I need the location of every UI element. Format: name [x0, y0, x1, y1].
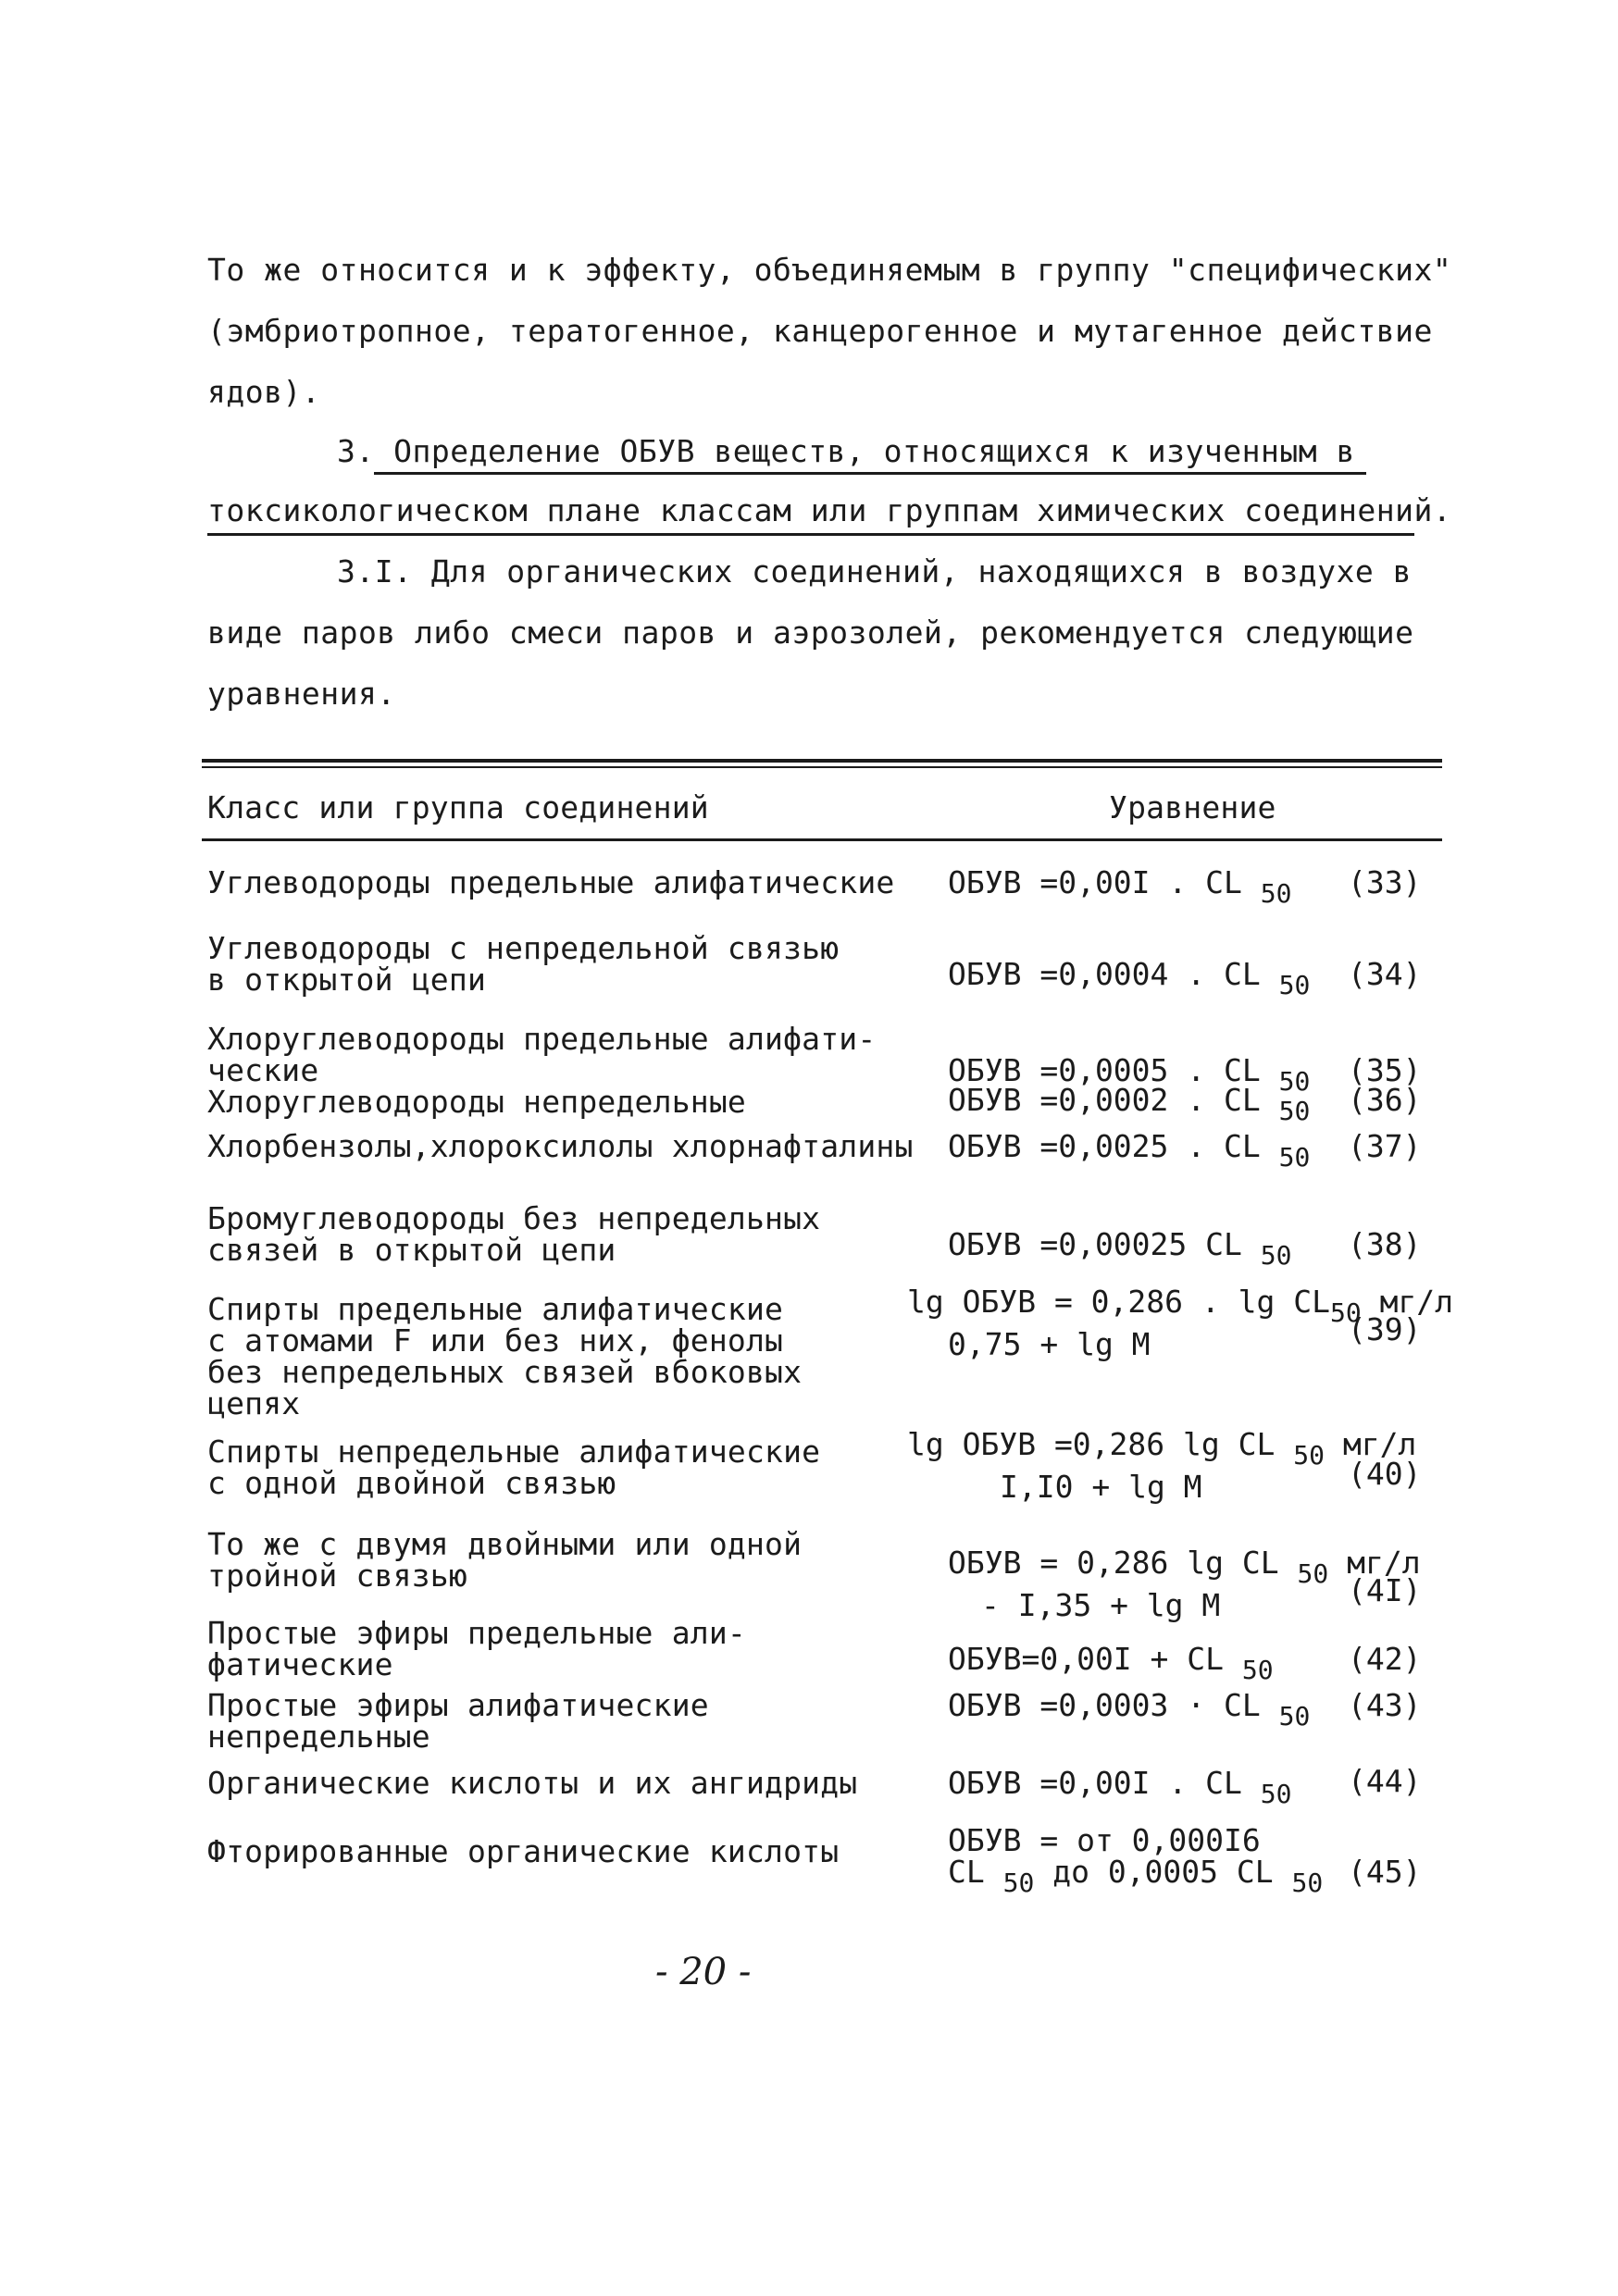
- table-row-35-equation: ОБУВ =0,0005 . CL $_{50}$: [948, 1052, 1311, 1097]
- table-top-rule: [202, 759, 1442, 763]
- table-row-41-equation: ОБУВ = 0,286 lg CL $_{50}$ мг/л - I,35 + lg M: [948, 1545, 1421, 1623]
- table-row-36-equation: ОБУВ =0,0002 . CL $_{50}$: [948, 1082, 1311, 1126]
- table-row-37-number: (37): [1348, 1128, 1422, 1164]
- table-row-37-equation: ОБУВ =0,0025 . CL $_{50}$: [948, 1128, 1311, 1173]
- intro-line-3: ядов).: [207, 374, 321, 410]
- section-3-underline-1: [374, 472, 1366, 475]
- table-row-41-number: (4I): [1348, 1572, 1422, 1608]
- section-3-heading-line-1: 3. Определение ОБУВ веществ, относящихся к изученным в: [337, 433, 1355, 469]
- table-row-33-class: Углеводороды предельные алифатические: [207, 864, 895, 900]
- table-row-34-equation: ОБУВ =0,0004 . CL $_{50}$: [948, 956, 1311, 1000]
- table-row-38-class: Бромуглеводороды без непредельных связей в открытой цепи: [207, 1200, 821, 1268]
- table-row-43-number: (43): [1348, 1687, 1422, 1723]
- table-row-44-equation: ОБУВ =0,00I . CL $_{50}$: [948, 1765, 1292, 1809]
- table-row-40-class: Спирты непредельные алифатические с одной двойной связью: [207, 1433, 821, 1501]
- table-top-rule-thin: [202, 766, 1442, 768]
- table-row-43-class: Простые эфиры алифатические непредельные: [207, 1687, 709, 1755]
- table-row-35-number: (35): [1348, 1052, 1422, 1088]
- table-header-equation: Уравнение: [1109, 789, 1276, 825]
- section-3-heading-line-2: токсикологическом плане классам или группам химических соединений.: [207, 492, 1452, 528]
- table-row-45-number: (45): [1348, 1854, 1422, 1890]
- table-row-42-number: (42): [1348, 1641, 1422, 1677]
- table-row-42-equation: ОБУВ=0,00I + CL $_{50}$: [948, 1641, 1274, 1685]
- table-row-39-equation: lg ОБУВ = 0,286 . $\lg CL_{50}$ мг/л 0,75 + lg M: [907, 1284, 1454, 1362]
- table-row-40-equation: lg ОБУВ =0,286 lg CL $_{50}$ мг/л I,I0 + lg M: [907, 1426, 1417, 1505]
- intro-line-2: (эмбриотропное, тератогенное, канцерогенное и мутагенное действие: [207, 313, 1433, 349]
- table-row-36-number: (36): [1348, 1082, 1422, 1118]
- table-header-class: Класс или группа соединений: [207, 789, 709, 825]
- table-row-44-number: (44): [1348, 1763, 1422, 1799]
- table-row-35-class: Хлоруглеводороды предельные алифати- ческие: [207, 1021, 877, 1088]
- table-row-38-number: (38): [1348, 1226, 1422, 1262]
- table-row-39-number: (39): [1348, 1311, 1422, 1347]
- table-row-39-class: Спирты предельные алифатические с атомами F или без них, фенолы без непредельных связей вбоковых цепях: [207, 1291, 803, 1421]
- section-31-line-3: уравнения.: [207, 676, 396, 712]
- table-row-34-number: (34): [1348, 956, 1422, 992]
- section-3-underline-2: [207, 533, 1414, 536]
- table-row-34-class: Углеводороды с непредельной связью в открытой цепи: [207, 930, 840, 998]
- intro-line-1: То же относится и к эффекту, объединяемым в группу "специфических": [207, 252, 1452, 288]
- table-row-45-class: Фторированные органические кислоты: [207, 1833, 840, 1869]
- table-row-40-number: (40): [1348, 1456, 1422, 1492]
- table-header-rule: [202, 838, 1442, 841]
- table-row-44-class: Органические кислоты и их ангидриды: [207, 1765, 858, 1801]
- table-row-38-equation: ОБУВ =0,00025 CL $_{50}$: [948, 1226, 1292, 1271]
- table-row-43-equation: ОБУВ =0,0003 · CL $_{50}$: [948, 1687, 1311, 1731]
- table-row-45-equation: ОБУВ = от 0,000I6 CL $_{50}$ до 0,0005 CL $_{50}$: [948, 1822, 1324, 1898]
- section-31-line-2: виде паров либо смеси паров и аэрозолей, рекомендуется следующие: [207, 614, 1414, 651]
- table-row-41-class: То же с двумя двойными или одной тройной связью: [207, 1526, 803, 1594]
- table-row-37-class: Хлорбензолы,хлороксилолы хлорнафталины: [207, 1128, 914, 1164]
- page-number: - 20 -: [655, 1951, 752, 1993]
- table-row-33-number: (33): [1348, 864, 1422, 900]
- table-row-36-class: Хлоруглеводороды непредельные: [207, 1084, 746, 1120]
- table-row-33-equation: ОБУВ =0,00I . CL $_{50}$: [948, 864, 1292, 909]
- table-row-42-class: Простые эфиры предельные али- фатические: [207, 1615, 746, 1682]
- section-31-line-1: 3.I. Для органических соединений, находящихся в воздухе в: [337, 553, 1412, 590]
